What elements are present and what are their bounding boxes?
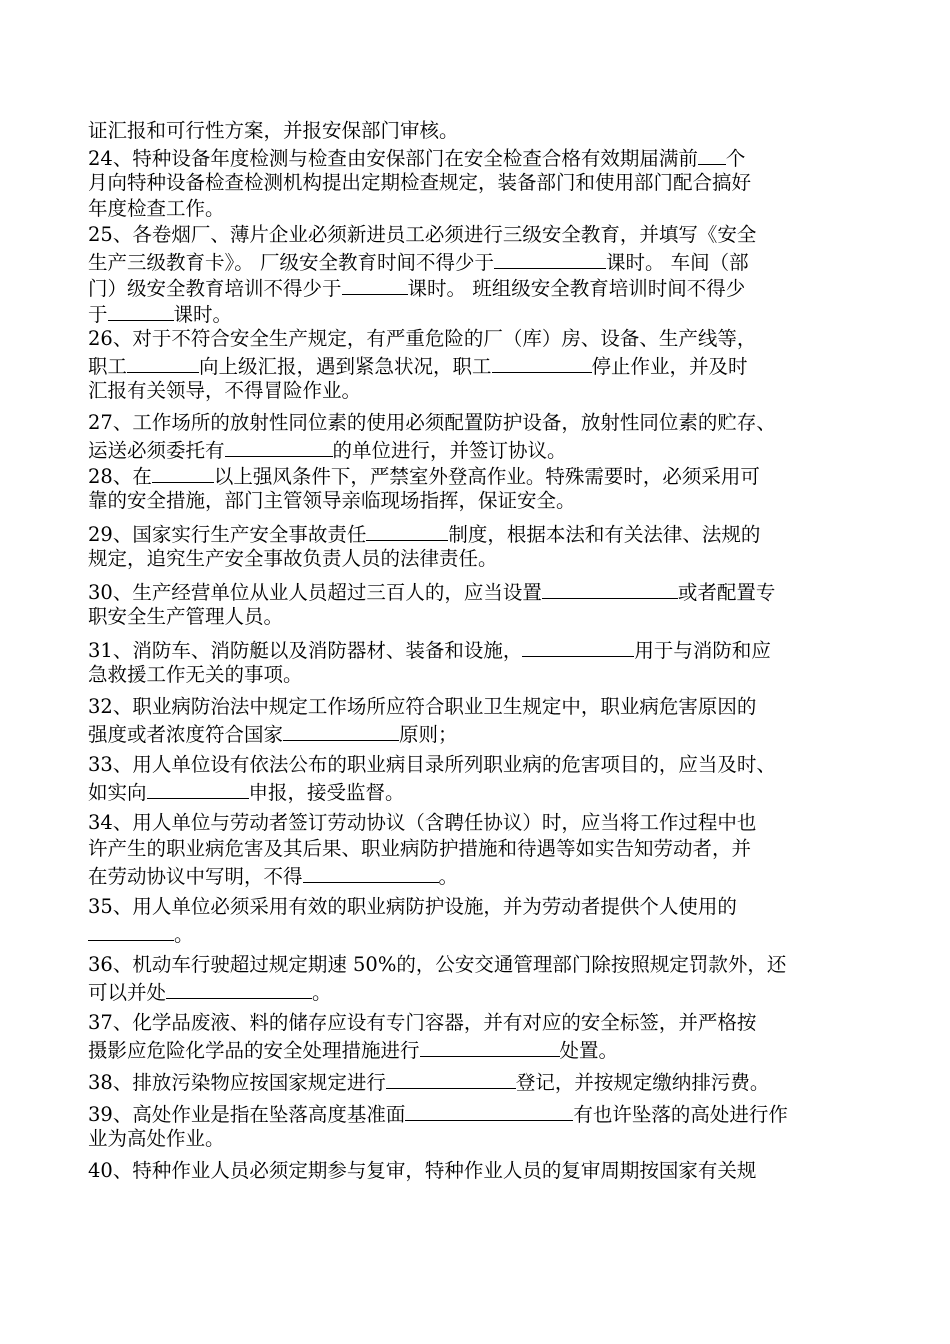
text-line: [88, 1158, 864, 1184]
text-line: [88, 1010, 864, 1036]
text-segment: 24、特种设备年度检测与检查由安保部门在安全检查合格有效期届满前: [88, 147, 698, 170]
text-segment: 34、用人单位与劳动者签订劳动协议（含聘任协议）时，应当将工作过程中也: [88, 811, 757, 834]
text-line: [88, 694, 864, 720]
text-segment: 35、用人单位必须采用有效的职业病防护设施，并为劳动者提供个人使用的: [88, 895, 737, 918]
text-segment: 强度或者浓度符合国家: [88, 723, 284, 746]
text-segment: 30、生产经营单位从业人员超过三百人的，应当设置: [88, 581, 542, 604]
text-segment: 29、国家实行生产安全事故责任: [88, 523, 367, 546]
text-segment: 。: [312, 981, 332, 1004]
text-line: [88, 300, 864, 326]
text-segment: 处置。: [559, 1039, 619, 1062]
text-line: [88, 920, 864, 946]
fill-in-blank: [522, 636, 634, 657]
text-segment: 课时。 班组级安全教育培训时间不得少: [407, 277, 746, 300]
text-line: [88, 578, 864, 604]
text-line: [88, 274, 864, 300]
text-segment: 27、工作场所的放射性同位素的使用必须配置防护设备，放射性同位素的贮存、: [88, 411, 776, 434]
text-line: [88, 410, 864, 436]
fill-in-blank: [405, 1100, 573, 1121]
text-line: [88, 196, 864, 222]
text-segment: 向上级汇报，遇到紧急状况，职工: [199, 355, 492, 378]
text-segment: 门）级安全教育培训不得少于: [88, 277, 342, 300]
text-segment: 规定，追究生产安全事故负责人员的法律责任。: [88, 547, 498, 570]
text-segment: 有也许坠落的高处进行作: [573, 1103, 788, 1126]
fill-in-blank: [698, 144, 726, 165]
text-segment: 停止作业，并及时: [591, 355, 748, 378]
text-segment: 月向特种设备检查检测机构提出定期检查规定，装备部门和使用部门配合搞好: [88, 171, 752, 194]
text-line: [88, 222, 864, 248]
text-segment: 汇报有关领导，不得冒险作业。: [88, 379, 362, 402]
text-line: [88, 752, 864, 778]
text-segment: 38、排放污染物应按国家规定进行: [88, 1071, 386, 1094]
fill-in-blank: [366, 520, 448, 541]
document-page: [88, 118, 864, 1184]
text-line: [88, 462, 864, 488]
text-line: [88, 894, 864, 920]
text-line: [88, 546, 864, 572]
text-segment: 职工: [88, 355, 128, 378]
text-line: [88, 836, 864, 862]
text-segment: 37、化学品废液、料的储存应设有专门容器，并有对应的安全标签，并严格按: [88, 1011, 757, 1034]
text-line: [88, 778, 864, 804]
text-segment: 。: [174, 923, 194, 946]
text-line: [88, 1126, 864, 1152]
fill-in-blank: [108, 300, 174, 321]
text-segment: 职安全生产管理人员。: [88, 605, 284, 628]
text-line: [88, 604, 864, 630]
text-segment: 40、特种作业人员必须定期参与复审，特种作业人员的复审周期按国家有关规: [88, 1159, 757, 1182]
text-segment: 于: [88, 303, 108, 326]
text-segment: 生产三级教育卡》。 厂级安全教育时间不得少于: [88, 251, 494, 274]
text-segment: 32、职业病防治法中规定工作场所应符合职业卫生规定中，职业病危害原因的: [88, 695, 757, 718]
text-segment: 许产生的职业病危害及其后果、职业病防护措施和待遇等如实告知劳动者，并: [88, 837, 752, 860]
text-segment: 39、高处作业是指在坠落高度基准面: [88, 1103, 406, 1126]
text-segment: 用于与消防和应: [634, 639, 771, 662]
text-line: [88, 1100, 864, 1126]
text-line: [88, 436, 864, 462]
fill-in-blank: [283, 720, 399, 741]
text-line: [88, 378, 864, 404]
text-segment: 制度，根据本法和有关法律、法规的: [448, 523, 761, 546]
fill-in-blank: [386, 1068, 516, 1089]
text-line: [88, 720, 864, 746]
fill-in-blank: [303, 862, 439, 883]
text-line: [88, 636, 864, 662]
fill-in-blank: [494, 248, 606, 269]
text-segment: 年度检查工作。: [88, 197, 225, 220]
fill-in-blank: [152, 462, 214, 483]
fill-in-blank: [166, 978, 312, 999]
text-segment: 31、消防车、消防艇以及消防器材、装备和设施，: [88, 639, 523, 662]
text-line: [88, 144, 864, 170]
text-line: [88, 248, 864, 274]
fill-in-blank: [88, 920, 174, 941]
text-line: [88, 1036, 864, 1062]
fill-in-blank: [420, 1036, 560, 1057]
text-segment: 个: [725, 147, 746, 170]
text-segment: 靠的安全措施，部门主管领导亲临现场指挥，保证安全。: [88, 489, 576, 512]
fill-in-blank: [492, 352, 592, 373]
text-segment: 33、用人单位设有依法公布的职业病目录所列职业病的危害项目的，应当及时、: [88, 753, 776, 776]
text-segment: 课时。: [173, 303, 233, 326]
text-segment: 以上强风条件下，严禁室外登高作业。特殊需要时，必须采用可: [213, 465, 760, 488]
text-segment: 如实向: [88, 781, 147, 804]
text-segment: 28、在: [88, 465, 152, 488]
text-line: [88, 118, 864, 144]
text-segment: 申报，接受监督。: [248, 781, 405, 804]
text-segment: 原则；: [399, 723, 458, 746]
text-segment: 证汇报和可行性方案，并报安保部门审核。: [88, 119, 459, 142]
text-segment: 或者配置专: [677, 581, 776, 604]
fill-in-blank: [542, 578, 678, 599]
text-line: [88, 326, 864, 352]
text-segment: 25、各卷烟厂、薄片企业必须新进员工必须进行三级安全教育，并填写《安全: [88, 223, 757, 246]
text-line: [88, 488, 864, 514]
text-line: [88, 1068, 864, 1094]
text-segment: 急救援工作无关的事项。: [88, 663, 303, 686]
text-line: [88, 662, 864, 688]
text-line: [88, 352, 864, 378]
fill-in-blank: [127, 352, 199, 373]
text-segment: 课时。 车间（部: [605, 251, 749, 274]
text-segment: 摄影应危险化学品的安全处理措施进行: [88, 1039, 420, 1062]
text-line: [88, 862, 864, 888]
text-line: [88, 170, 864, 196]
text-segment: 登记，并按规定缴纳排污费。: [515, 1071, 770, 1094]
text-segment: 36、机动车行驶超过规定期速 50%的，公安交通管理部门除按照规定罚款外，还: [88, 953, 787, 976]
text-segment: 可以并处: [88, 981, 167, 1004]
text-segment: 业为高处作业。: [88, 1127, 225, 1150]
text-line: [88, 810, 864, 836]
fill-in-blank: [225, 436, 333, 457]
fill-in-blank: [342, 274, 408, 295]
text-segment: 。: [438, 865, 459, 888]
fill-in-blank: [147, 778, 249, 799]
text-line: [88, 952, 864, 978]
text-segment: 运送必须委托有: [88, 439, 225, 462]
text-line: [88, 978, 864, 1004]
text-segment: 26、对于不符合安全生产规定，有严重危险的厂（库）房、设备、生产线等，: [88, 327, 757, 350]
text-line: [88, 520, 864, 546]
text-segment: 的单位进行，并签订协议。: [332, 439, 567, 462]
text-segment: 在劳动协议中写明，不得: [88, 865, 303, 888]
